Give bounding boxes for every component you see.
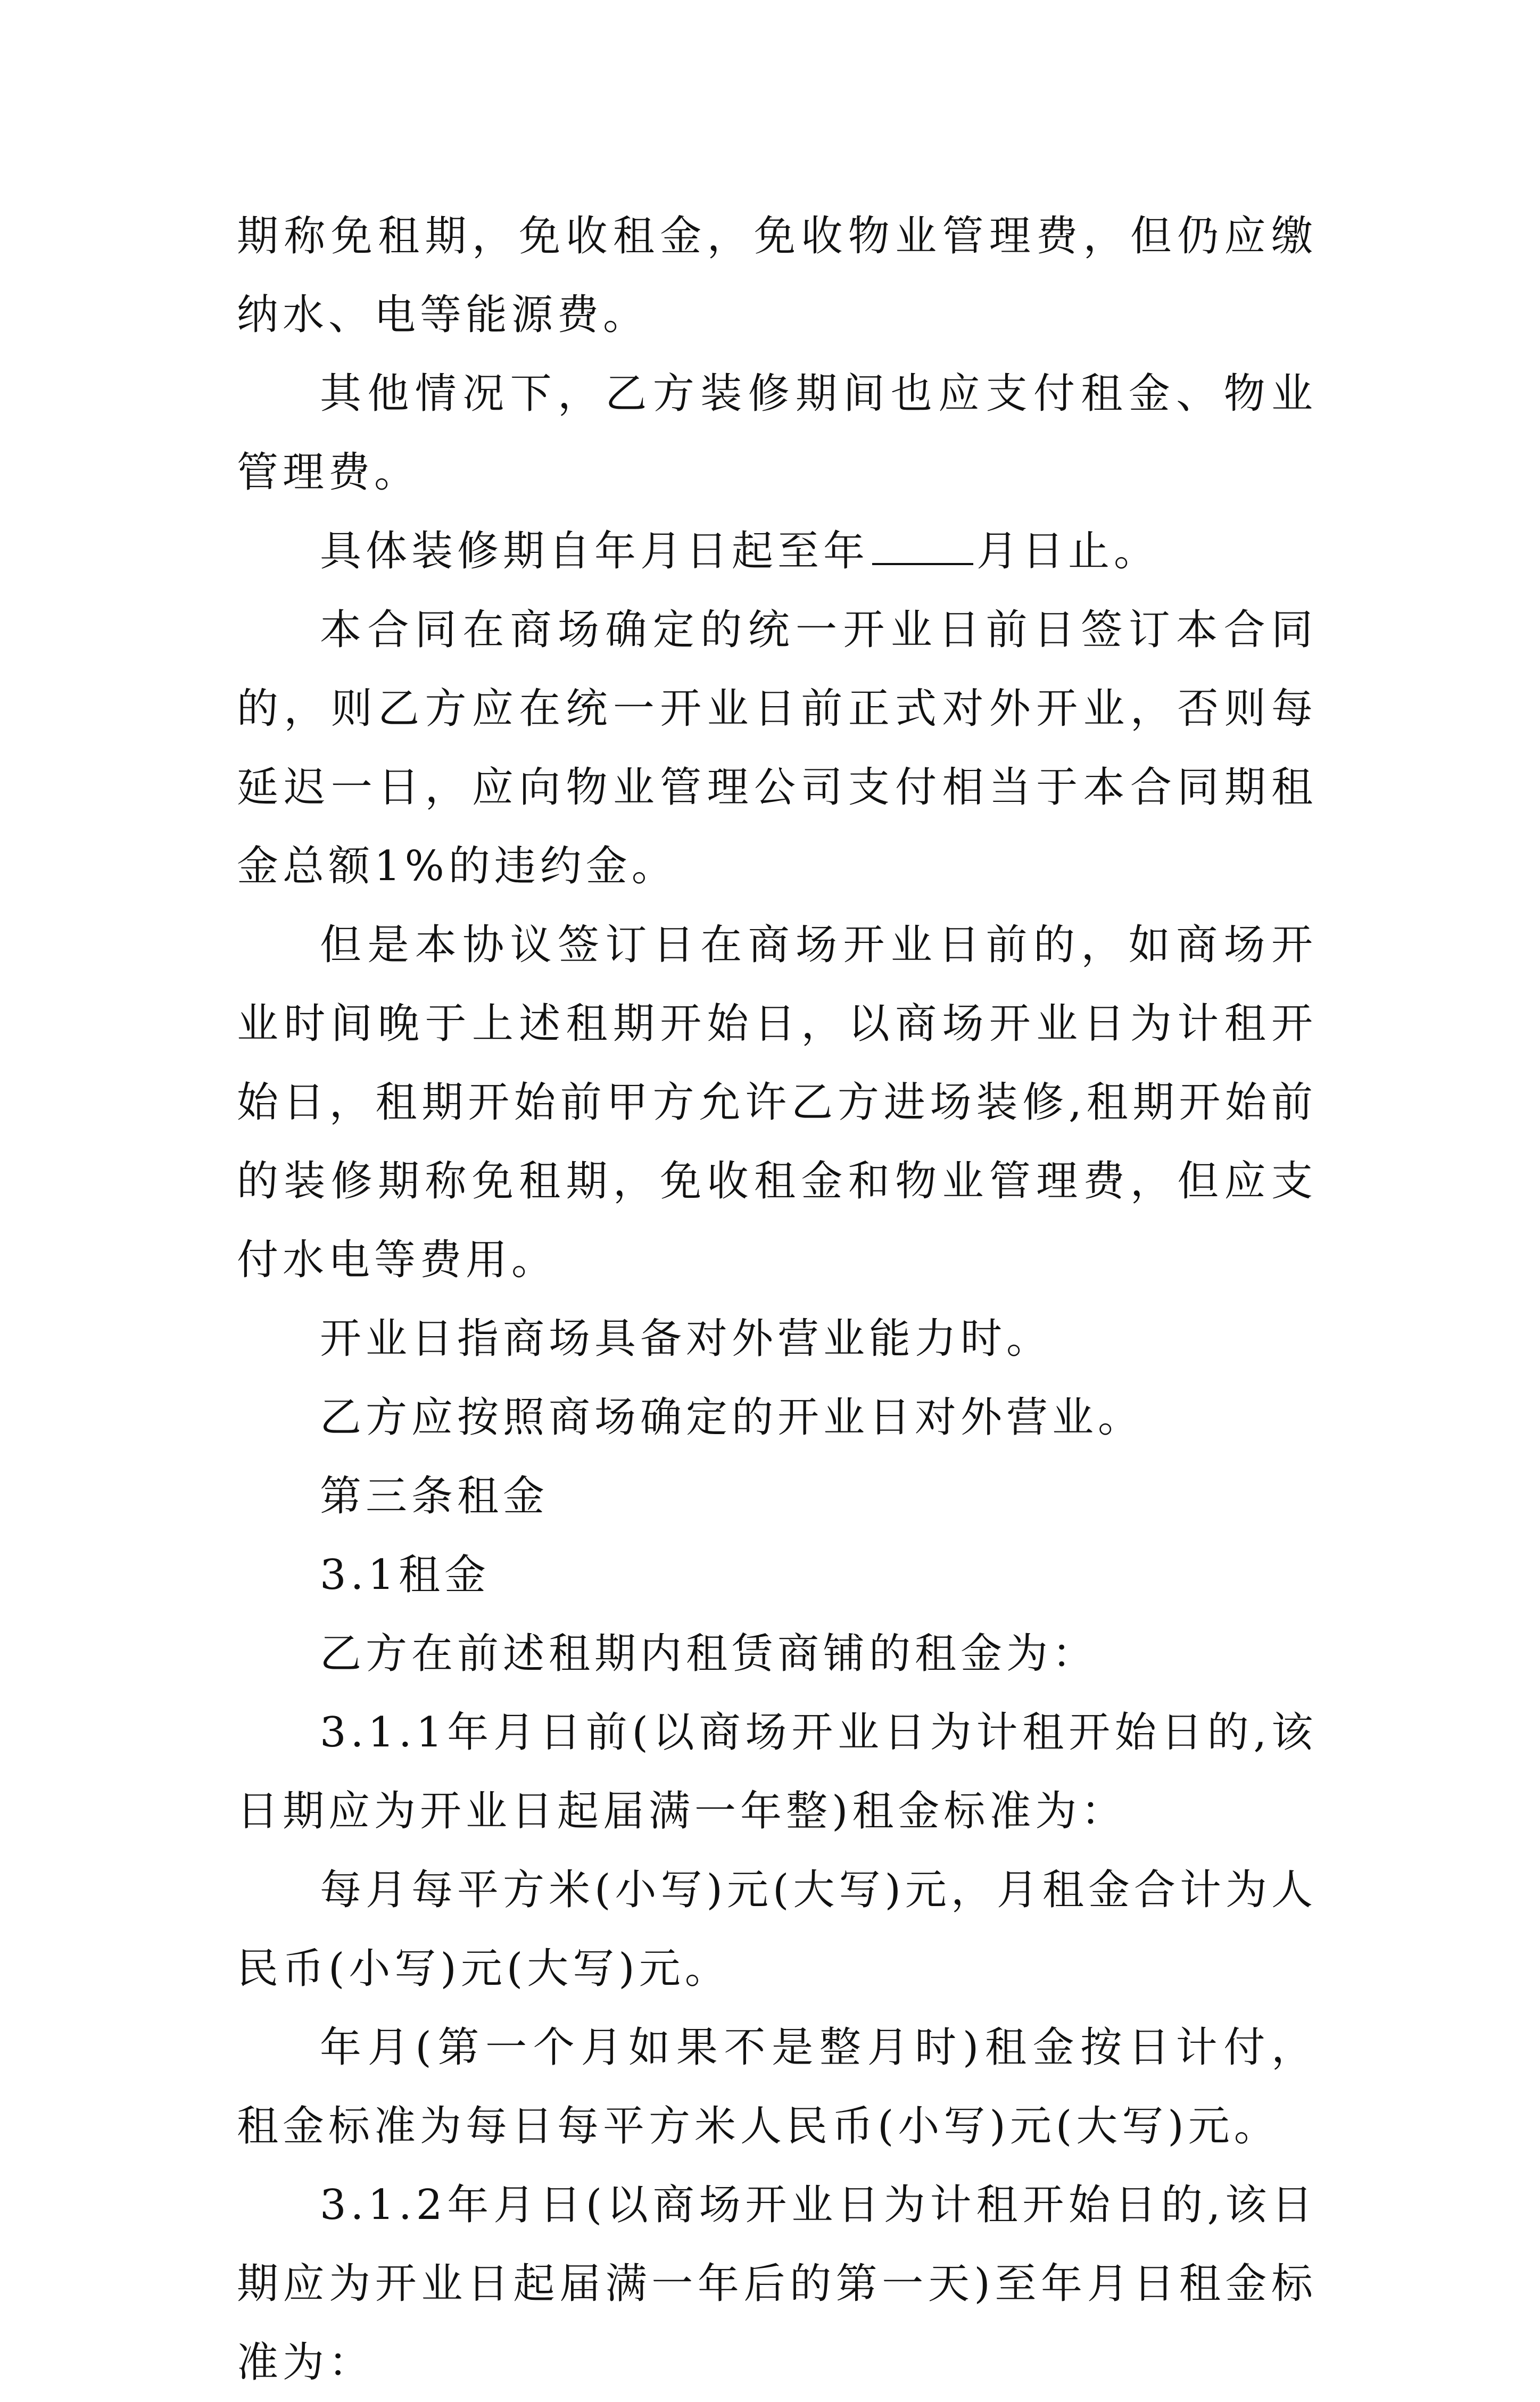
section-heading-article-3: 第三条租金 [320,1472,549,1520]
paragraph-daily-rent: 年月(第一个月如果不是整月时)租金按日计付，租金标准为每日每平方米人民币(小写)元(大写)元。 [237,2024,1317,2150]
paragraph-renovation-period [237,512,1317,591]
paragraph-3-1-2: 3.1.2年月日(以商场开业日为计租开始日的,该日期应为开业日起届满一年后的第一天)至年月日租金标准为： [237,2181,1317,2387]
document-body [237,197,1317,2402]
renovation-period-end: 月日止。 [976,527,1160,575]
paragraph-rent-intro: 乙方在前述租期内租赁商铺的租金为： [320,1630,1098,1678]
paragraph-3-1-1: 3.1.1年月日前(以商场开业日为计租开始日的,该日期应为开业日起届满一年整)租金标准为： [237,1709,1317,1835]
paragraph-rent-free-period: 期称免租期，免收租金，免收物业管理费，但仍应缴纳水、电等能源费。 [237,212,1317,339]
paragraph-opening-definition: 开业日指商场具备对外营业能力时。 [320,1315,1053,1363]
paragraph-opening-obligation: 乙方应按照商场确定的开业日对外营业。 [320,1394,1144,1442]
blank-fill-line [872,526,973,565]
paragraph-opening-penalty: 本合同在商场确定的统一开业日前日签订本合同的，则乙方应在统一开业日前正式对外开业，否则每延迟一日，应向物业管理公司支付相当于本合同期租金总额1%的违约金。 [237,606,1317,890]
renovation-period-start: 具体装修期自年月日起至年 [320,527,870,575]
paragraph-renovation-rent: 其他情况下，乙方装修期间也应支付租金、物业管理费。 [237,370,1317,496]
section-heading-3-1: 3.1租金 [320,1551,491,1599]
paragraph-opening-date-rule: 但是本协议签订日在商场开业日前的，如商场开业时间晚于上述租期开始日，以商场开业日为计租开始日，租期开始前甲方允许乙方进场装修,租期开始前的装修期称免租期，免收租金和物业管理费，但应支付水电等费用。 [237,921,1317,1284]
paragraph-monthly-rent: 每月每平方米(小写)元(大写)元，月租金合计为人民币(小写)元(大写)元。 [237,1866,1317,1993]
